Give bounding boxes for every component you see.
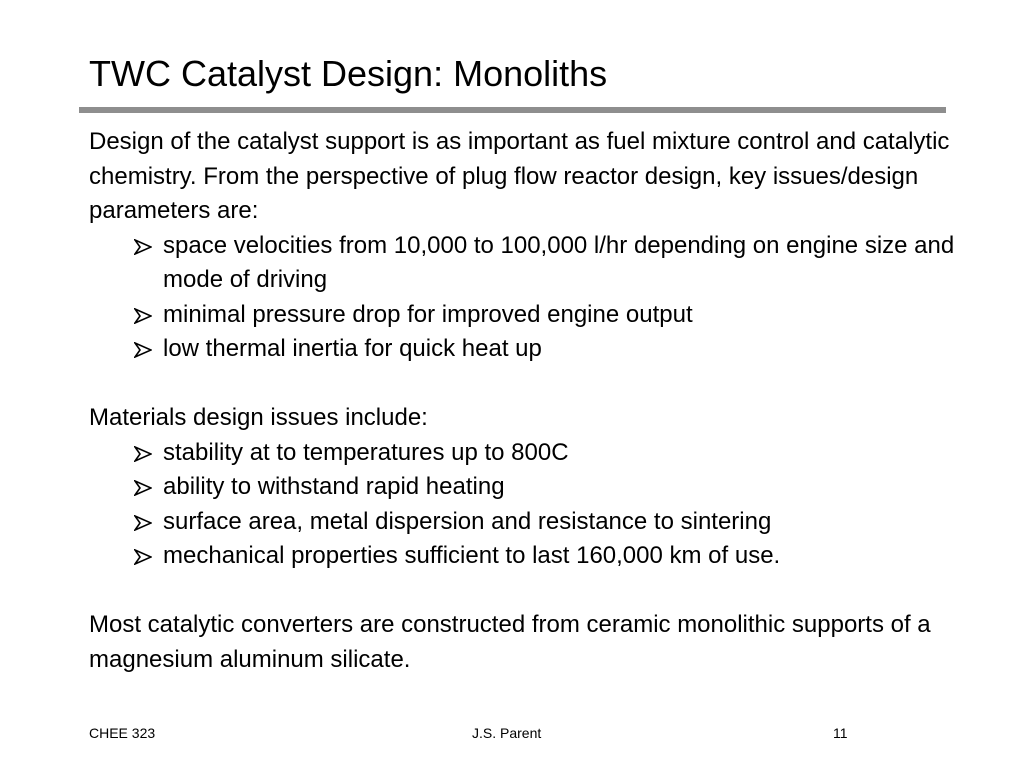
title-divider — [79, 107, 946, 113]
list-item-text: minimal pressure drop for improved engine output — [163, 300, 693, 328]
list-item-text: ability to withstand rapid heating — [163, 473, 505, 500]
paragraph-spacer — [89, 367, 969, 402]
reactor-design-list — [89, 229, 969, 367]
slide-title: TWC Catalyst Design: Monoliths — [89, 53, 608, 94]
list-item-text: stability at to temperatures up to 800C — [163, 438, 569, 466]
footer-course: CHEE 323 — [89, 725, 156, 741]
intro-paragraph: Design of the catalyst support is as important as fuel mixture control and catalytic chemistry. From the perspective of plug flow reactor design, key issues/design parameters are: — [89, 128, 950, 224]
list-item-text: low thermal inertia for quick heat up — [163, 335, 542, 362]
list-item — [134, 470, 969, 505]
conclusion-paragraph: Most catalytic converters are constructed from ceramic monolithic supports of a magnesium aluminum silicate. — [89, 611, 931, 673]
list-item — [134, 298, 969, 333]
arrowhead-bullet-icon — [134, 308, 152, 324]
slide-body — [89, 125, 969, 677]
list-item — [134, 332, 969, 367]
paragraph-spacer — [89, 574, 969, 609]
footer-page-number: 11 — [833, 725, 848, 741]
list-item-text: space velocities from 10,000 to 100,000 l/hr depending on engine size and mode of driving — [163, 231, 955, 293]
list-item-text: mechanical properties sufficient to last 160,000 km of use. — [163, 542, 781, 569]
arrowhead-bullet-icon — [134, 239, 152, 255]
list-item — [134, 436, 969, 471]
arrowhead-bullet-icon — [134, 515, 152, 531]
list-item — [134, 229, 969, 298]
materials-list — [89, 436, 969, 574]
list-item — [134, 505, 969, 540]
list-item-text: surface area, metal dispersion and resistance to sintering — [163, 507, 772, 535]
arrowhead-bullet-icon — [134, 549, 152, 565]
arrowhead-bullet-icon — [134, 480, 152, 496]
footer-author: J.S. Parent — [472, 725, 542, 741]
materials-heading: Materials design issues include: — [89, 404, 428, 431]
arrowhead-bullet-icon — [134, 446, 152, 462]
list-item — [134, 539, 969, 574]
arrowhead-bullet-icon — [134, 342, 152, 358]
